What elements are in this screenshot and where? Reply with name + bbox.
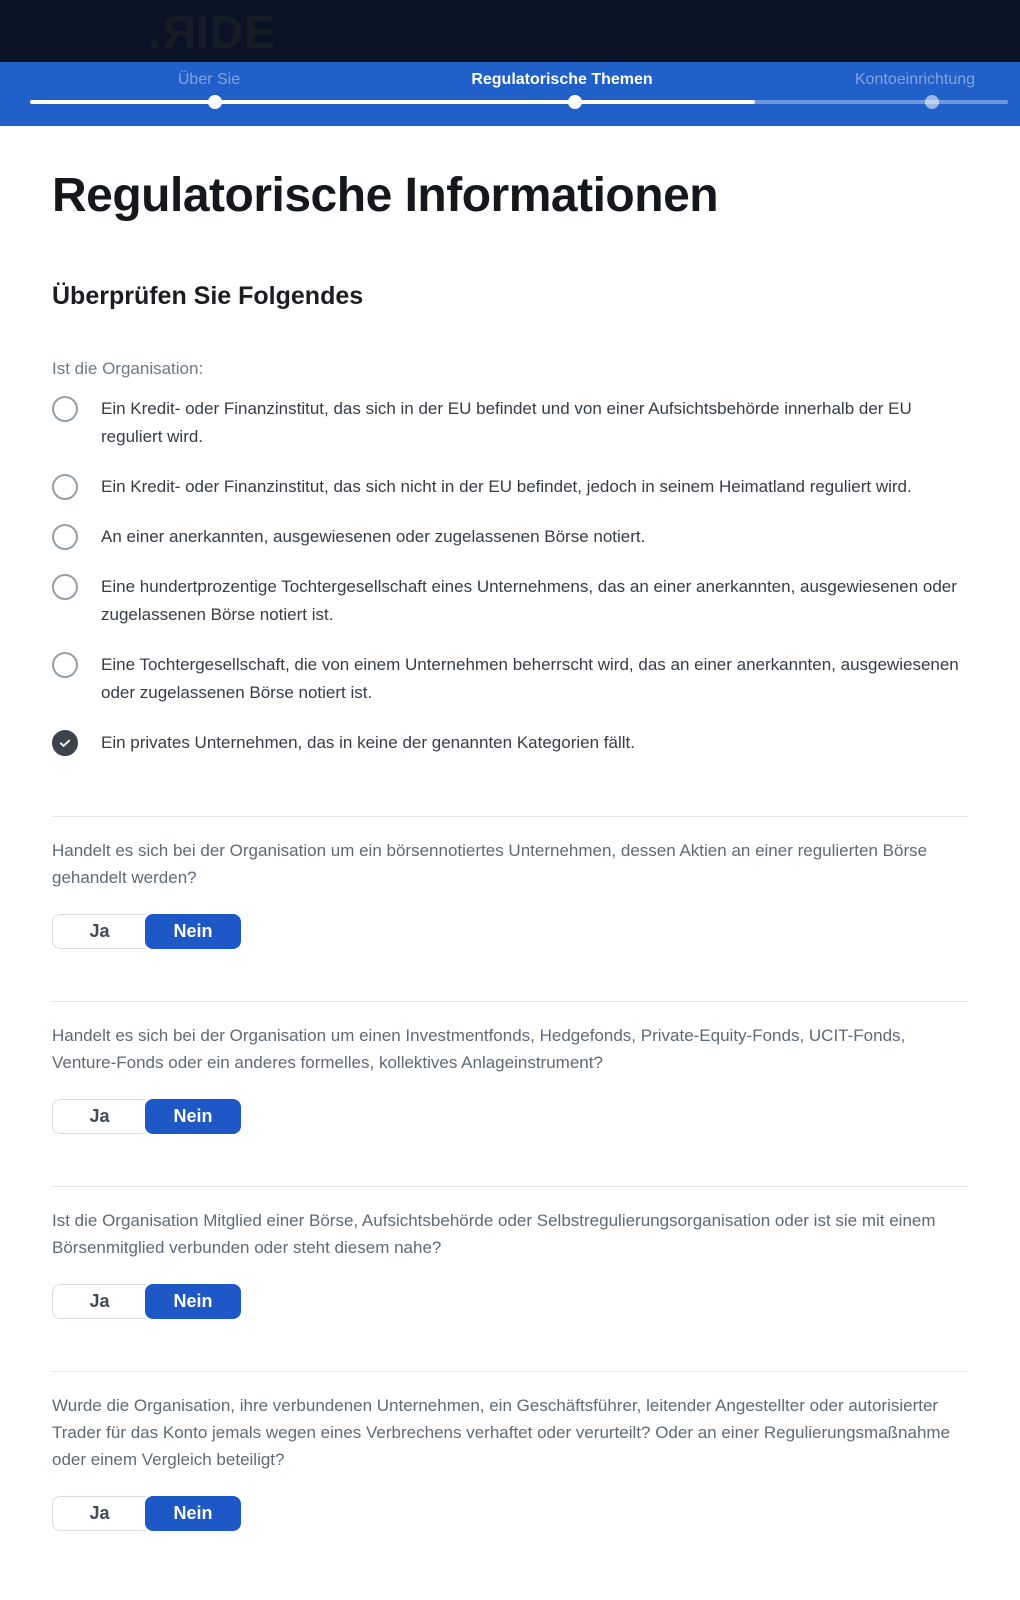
- nein-button-selected[interactable]: Nein: [145, 1099, 241, 1134]
- check-icon: [58, 736, 72, 750]
- checked-radio-icon[interactable]: [52, 730, 78, 756]
- toggle-boersennotiert: [52, 914, 241, 949]
- question-investmentfonds: Handelt es sich bei der Organisation um einen Investmentfonds, Hedgefonds, Private-Equity-Fonds, UCIT-Fonds, Venture-Fonds oder ein anderes formelles, kollektives Anlageinstrument?: [52, 1026, 906, 1072]
- page-title: Regulatorische Informationen: [52, 169, 719, 222]
- progress-dot-2: [568, 95, 582, 109]
- ride-logo: [148, 4, 276, 60]
- main-content: [0, 170, 1020, 1531]
- progress-step-kontoeinrichtung: Kontoeinrichtung: [854, 71, 976, 88]
- radio-option-label: Ein privates Unternehmen, das in keine der genannten Kategorien fällt.: [101, 733, 635, 752]
- radio-option-nicht-eu-institut[interactable]: [52, 473, 968, 501]
- ja-button[interactable]: Ja: [52, 1284, 146, 1319]
- logo-letter-r: R: [161, 6, 197, 58]
- ja-button[interactable]: Ja: [52, 914, 146, 949]
- radio-option-label: Eine Tochtergesellschaft, die von einem Unternehmen beherrscht wird, das an einer anerkannten, ausgewiesenen oder zugelassenen Börse notiert ist.: [101, 655, 959, 702]
- progress-track-completed: [30, 100, 755, 104]
- logo-dot: .: [148, 6, 162, 58]
- question-boersenmitglied: Ist die Organisation Mitglied einer Börse, Aufsichtsbehörde oder Selbstregulierungsorganisation oder ist sie mit einem Börsenmitglied verbunden oder steht diesem nahe?: [52, 1211, 936, 1257]
- section-divider: [52, 816, 968, 817]
- radio-circle-icon[interactable]: [52, 652, 78, 678]
- radio-group-label: Ist die Organisation:: [52, 359, 204, 378]
- radio-option-privates-unternehmen[interactable]: [52, 729, 968, 757]
- toggle-boersenmitglied: [52, 1284, 241, 1319]
- section-divider: [52, 1186, 968, 1187]
- radio-option-label: Eine hundertprozentige Tochtergesellschaft eines Unternehmens, das an einer anerkannten, ausgewiesenen oder zugelassenen Börse notiert ist.: [101, 577, 957, 624]
- question-verbrechen: Wurde die Organisation, ihre verbundenen Unternehmen, ein Geschäftsführer, leitender Angestellter oder autorisierter Trader für das Konto jemals wegen eines Verbrechens verhaftet oder verurteilt? Oder an einer Regulierungsmaßnahme oder einem Vergleich beteiligt?: [52, 1396, 951, 1469]
- section-title: Überprüfen Sie Folgendes: [52, 282, 364, 310]
- progress-stepper: [0, 62, 1020, 126]
- progress-dot-3: [925, 95, 939, 109]
- ja-button[interactable]: Ja: [52, 1099, 146, 1134]
- section-divider: [52, 1001, 968, 1002]
- progress-dot-1: [208, 95, 222, 109]
- radio-option-label: An einer anerkannten, ausgewiesenen oder zugelassenen Börse notiert.: [101, 527, 646, 546]
- progress-step-ueber-sie: Über Sie: [177, 71, 241, 88]
- radio-circle-icon[interactable]: [52, 574, 78, 600]
- radio-option-hundertprozentige-tochter[interactable]: [52, 573, 968, 629]
- progress-step-regulatorische-themen: Regulatorische Themen: [471, 71, 653, 88]
- nein-button-selected[interactable]: Nein: [145, 1496, 241, 1531]
- nein-button-selected[interactable]: Nein: [145, 1284, 241, 1319]
- radio-option-label: Ein Kredit- oder Finanzinstitut, das sich in der EU befindet und von einer Aufsichtsbehörde innerhalb der EU reguliert wird.: [101, 399, 912, 446]
- radio-option-beherrschte-tochter[interactable]: [52, 651, 968, 707]
- toggle-verbrechen: [52, 1496, 241, 1531]
- question-boersennotiert: Handelt es sich bei der Organisation um ein börsennotiertes Unternehmen, dessen Aktien an einer regulierten Börse gehandelt werden?: [52, 841, 928, 887]
- app-header: [0, 0, 1020, 62]
- radio-circle-icon[interactable]: [52, 396, 78, 422]
- logo-letters-ide: IDE: [196, 6, 276, 58]
- organisation-type-radio-group: [52, 395, 968, 757]
- ja-button[interactable]: Ja: [52, 1496, 146, 1531]
- toggle-investmentfonds: [52, 1099, 241, 1134]
- radio-circle-icon[interactable]: [52, 524, 78, 550]
- radio-option-eu-institut[interactable]: [52, 395, 968, 451]
- radio-option-boerse-notiert[interactable]: [52, 523, 968, 551]
- radio-option-label: Ein Kredit- oder Finanzinstitut, das sich nicht in der EU befindet, jedoch in seinem Heimatland reguliert wird.: [101, 477, 912, 496]
- nein-button-selected[interactable]: Nein: [145, 914, 241, 949]
- radio-circle-icon[interactable]: [52, 474, 78, 500]
- section-divider: [52, 1371, 968, 1372]
